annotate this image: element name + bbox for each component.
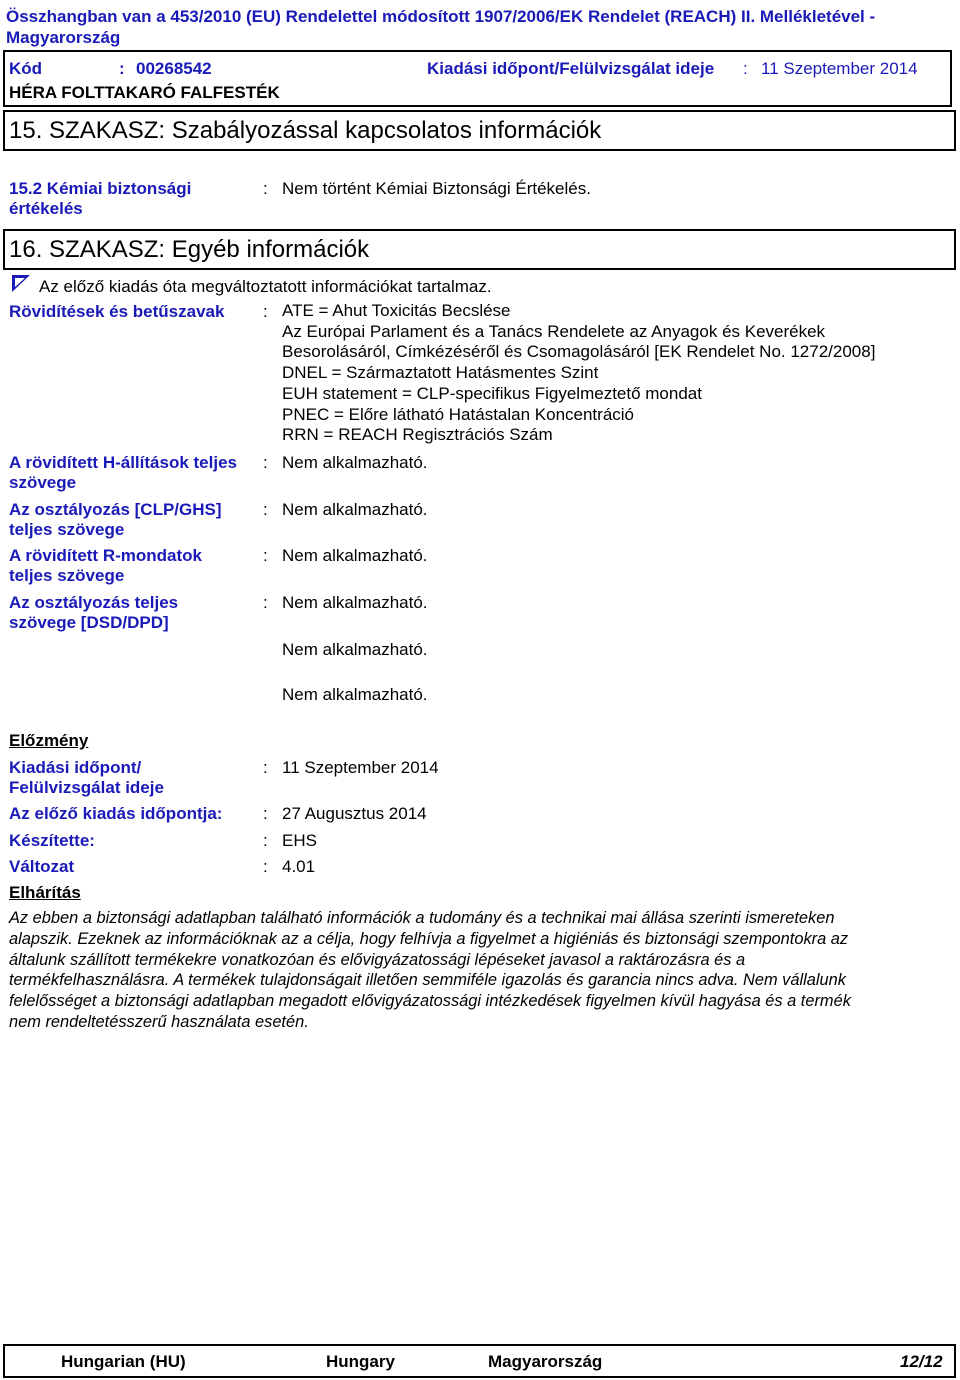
h-statements-label-1: A rövidített H-állítások teljes [9, 453, 237, 472]
disclaimer-line: Az ebben a biztonsági adatlapban található információk a tudomány és a technikai mai állása szerinti ismereteken [9, 909, 835, 927]
author-colon: : [263, 831, 268, 850]
issue-date-label: Kiadási időpont/Felülvizsgálat ideje [427, 59, 715, 78]
version-colon: : [263, 857, 268, 876]
code-colon: : [119, 59, 125, 78]
abbr-line: RRN = REACH Regisztrációs Szám [282, 425, 553, 445]
chem-safety-label-1: 15.2 Kémiai biztonsági [9, 179, 192, 198]
section-15-title: 15. SZAKASZ: Szabályozással kapcsolatos információk [9, 117, 602, 144]
footer-language: Hungarian (HU) [61, 1352, 186, 1371]
dsd-label-2: szövege [DSD/DPD] [9, 613, 169, 632]
disclaimer-line: alapszik. Ezeknek az információknak az a célja, hogy felhívja a figyelmet a higiéniás és biztonsági szempontokra az [9, 929, 849, 948]
chem-safety-label-2: értékelés [9, 199, 83, 218]
footer-country: Hungary [326, 1352, 395, 1371]
issue-date-value: 11 Szeptember 2014 [761, 59, 918, 78]
code-label: Kód [9, 59, 43, 78]
r-phrases-label-1: A rövidített R-mondatok [9, 546, 202, 565]
h-statements-label-2: szövege [9, 473, 77, 492]
issue-colon: : [743, 59, 748, 78]
prev-issue-value: 27 Augusztus 2014 [282, 804, 427, 823]
document-title: Összhangban van a 453/2010 (EU) Rendelettel módosított 1907/2006/EK Rendelet (REACH) II. Mellékletével - Magyarország [6, 7, 876, 47]
history-issue-label-1: Kiadási időpont/ [9, 758, 142, 777]
change-marker-icon [11, 274, 31, 293]
clp-value: Nem alkalmazható. [282, 500, 428, 519]
abbreviations-colon: : [263, 302, 268, 321]
history-issue-label-2: Felülvizsgálat ideje [9, 778, 164, 797]
prev-issue-label: Az előző kiadás időpontja: [9, 804, 223, 823]
version-value: 4.01 [282, 857, 316, 876]
history-issue-value: 11 Szeptember 2014 [282, 758, 439, 777]
changed-info-note: Az előző kiadás óta megváltoztatott információkat tartalmaz. [39, 277, 492, 296]
abbr-line: Az Európai Parlament és a Tanács Rendelete az Anyagok és Keverékek [282, 321, 826, 341]
disclaimer-line: termékfelhasználásra. A termékek tulajdonságait illetően semmiféle igazolás és garancia nincs adva. Nem vállalunk [9, 971, 846, 990]
dsd-value: Nem alkalmazható. [282, 593, 428, 612]
abbreviations-label: Rövidítések és betűszavak [9, 302, 225, 321]
disclaimer-text [9, 908, 944, 1033]
r-phrases-value: Nem alkalmazható. [282, 546, 428, 565]
chem-safety-colon: : [263, 179, 268, 198]
version-label: Változat [9, 857, 75, 876]
footer-country-local: Magyarország [488, 1352, 603, 1371]
clp-label-1: Az osztályozás [CLP/GHS] [9, 500, 222, 519]
abbr-line: ATE = Ahut Toxicitás Becslése [282, 301, 511, 320]
extra-value-1: Nem alkalmazható. [282, 640, 428, 659]
chem-safety-value: Nem történt Kémiai Biztonsági Értékelés. [282, 179, 591, 198]
section-16-title: 16. SZAKASZ: Egyéb információk [9, 236, 370, 263]
dsd-label-1: Az osztályozás teljes [9, 593, 179, 612]
abbr-line: Besorolásáról, Címkézéséről és Csomagolásáról [EK Rendelet No. 1272/2008] [282, 342, 876, 362]
disclaimer-line: felelősséget a biztonsági adatlapban megadott elővigyázatossági intézkedések figyelmen kívül hagyása és a termék [9, 992, 851, 1011]
abbr-line: DNEL = Származtatott Hatásmentes Szint [282, 363, 599, 383]
disclaimer-line: nem rendeltetésszerű használata esetén. [9, 1012, 309, 1031]
abbr-line: EUH statement = CLP-specifikus Figyelmeztető mondat [282, 383, 702, 403]
author-value: EHS [282, 831, 317, 850]
prev-issue-colon: : [263, 804, 268, 823]
r-phrases-label-2: teljes szövege [9, 566, 125, 585]
h-statements-value: Nem alkalmazható. [282, 453, 428, 472]
dsd-colon: : [263, 593, 268, 612]
history-issue-colon: : [263, 758, 268, 777]
clp-label-2: teljes szövege [9, 520, 125, 539]
abbreviations-list [282, 301, 875, 446]
disclaimer-line: általunk szállított termékekre vonatkozóan és elővigyázatossági lépéseket javasol a raktározásra és a [9, 950, 746, 969]
product-name: HÉRA FOLTTAKARÓ FALFESTÉK [9, 83, 280, 102]
footer-page-number: 12/12 [900, 1352, 943, 1371]
author-label: Készítette: [9, 831, 95, 850]
history-heading: Előzmény [9, 731, 89, 750]
r-phrases-colon: : [263, 546, 268, 565]
clp-colon: : [263, 500, 268, 519]
abbr-line: PNEC = Előre látható Hatástalan Koncentráció [282, 404, 635, 424]
code-value: 00268542 [136, 59, 212, 78]
extra-value-2: Nem alkalmazható. [282, 685, 428, 704]
disclaimer-heading: Elhárítás [9, 883, 81, 902]
h-statements-colon: : [263, 453, 268, 472]
